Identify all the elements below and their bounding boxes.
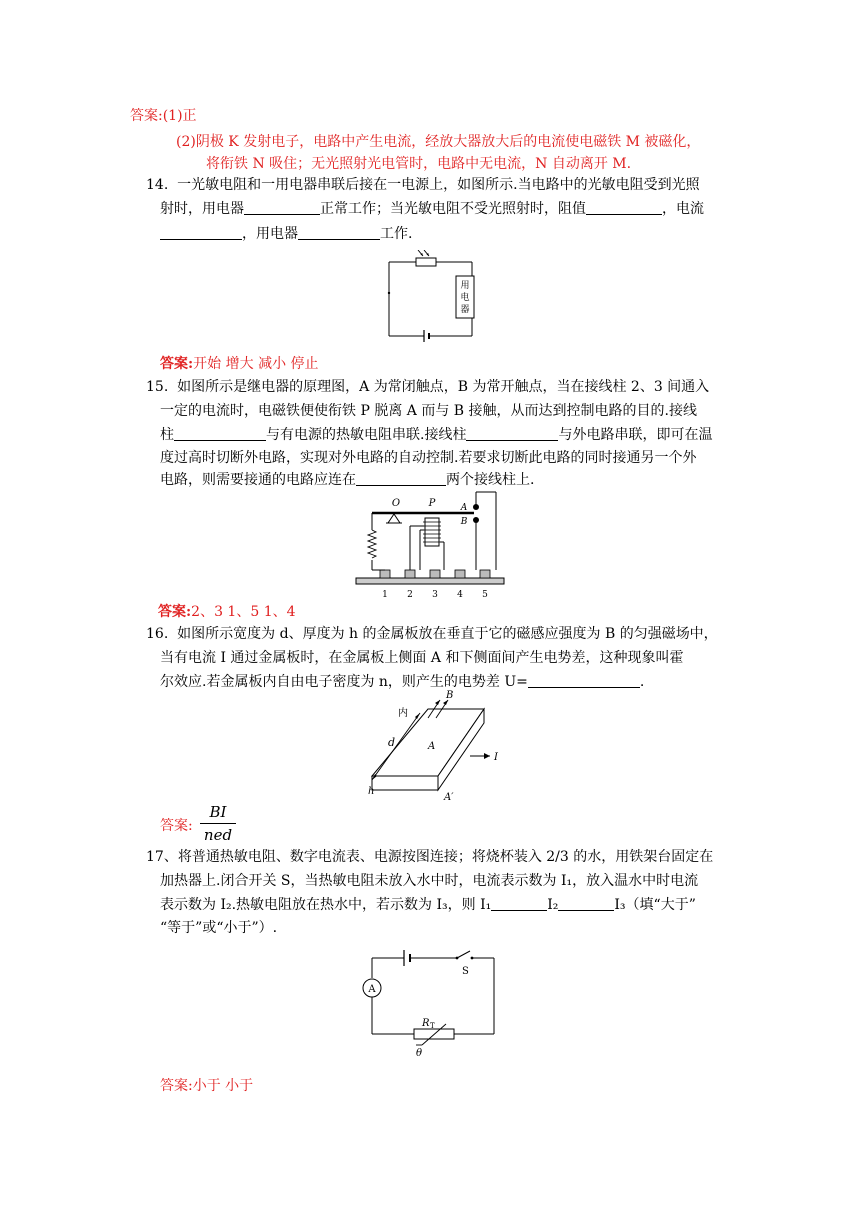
- q17-text-3b: I₂: [547, 897, 559, 913]
- q16-line3: [160, 672, 644, 692]
- q14-text-1: 一光敏电阻和一用电器串联后接在一电源上，如图所示.当电路中的光敏电阻受到光照: [177, 177, 700, 193]
- q13-answer-part2-line1: (2)阴极 K 发射电子，电路中产生电流，经放大器放大后的电流使电磁铁 M 被磁化，: [176, 134, 701, 150]
- q17-text-1: 将普通热敏电阻、数字电流表、电源按图连接；将烧杯装入 2/3 的水，用铁架台固定在: [177, 849, 714, 865]
- q17-circuit-diagram: [356, 946, 498, 1058]
- photoresistor-icon: [416, 258, 436, 266]
- q14-number: 14.: [146, 177, 169, 193]
- q15-relay-diagram: [352, 486, 510, 604]
- q14-text-2a: 射时，用电器: [160, 201, 244, 217]
- q15-text-3a: 柱: [160, 427, 174, 443]
- appliance-label-char1: 用: [460, 281, 470, 291]
- q15-line1: [146, 377, 709, 397]
- q16-blank-1[interactable]: [528, 673, 640, 688]
- label-d: d: [388, 736, 396, 749]
- q15-line3: [160, 425, 712, 445]
- pivot-icon: [388, 514, 400, 523]
- q17-text-3a: 表示数为 I₂.热敏电阻放在热水中，若示数为 I₃，则 I₁: [160, 897, 492, 913]
- q14-answer-text: 开始 增大 减小 停止: [193, 356, 319, 372]
- q16-answer-label: 答案:: [160, 818, 193, 834]
- q13-answer-part2-line2: 将衔铁 N 吸住；无光照射光电管时，电路中无电流，N 自动离开 M.: [206, 156, 632, 172]
- q16-hall-plate-diagram: [362, 690, 512, 802]
- q17-line3: [160, 895, 696, 915]
- q17-line1: [146, 847, 713, 867]
- relay-terminals: [380, 570, 490, 578]
- label-B: B: [446, 690, 454, 701]
- q15-blank-1[interactable]: [174, 426, 266, 441]
- q16-line1: [146, 624, 718, 644]
- q15-blank-2[interactable]: [466, 426, 558, 441]
- q15-text-5b: 两个接线柱上.: [446, 472, 535, 488]
- terminal-label-4: 4: [457, 590, 463, 600]
- q15-text-5a: 电路，则需要接通的电路应连在: [160, 472, 356, 488]
- q14-text-2c: ，电流: [662, 201, 704, 217]
- q15-text-1: 如图所示是继电器的原理图，A 为常闭触点，B 为常开触点，当在接线柱 2、3 间通入: [177, 379, 710, 395]
- q13-answer-label: 答案:: [130, 108, 163, 124]
- label-theta: θ: [416, 1048, 423, 1058]
- q17-line2: 加热器上.闭合开关 S，当热敏电阻未放入水中时，电流表示数为 I₁，放入温水中时电流: [160, 873, 699, 889]
- terminal-label-2: 2: [407, 590, 413, 600]
- q14-blank-4[interactable]: [298, 225, 380, 240]
- relay-base: [356, 578, 504, 584]
- q14-blank-3[interactable]: [160, 225, 242, 240]
- q15-text-3c: 与外电路串联，即可在温: [558, 427, 713, 443]
- q17-answer-text: 小于 小于: [192, 1078, 254, 1094]
- q15-blank-3[interactable]: [356, 471, 446, 486]
- q14-line1: [146, 175, 700, 195]
- terminal-label-3: 3: [432, 590, 438, 600]
- q16-number: 16.: [146, 626, 169, 642]
- ammeter-label: A: [368, 984, 376, 995]
- q15-line2: 一定的电流时，电磁铁便使衔铁 P 脱离 A 而与 B 接触，从而达到控制电路的目的.接线: [160, 403, 697, 419]
- q17-text-3c: I₃（填“大于”: [614, 897, 696, 913]
- label-I: I: [494, 752, 498, 763]
- terminal-label-1: 1: [382, 590, 388, 600]
- q15-answer-text: 2、3 1、5 1、4: [191, 604, 296, 620]
- switch-icon: [457, 951, 470, 958]
- appliance-label-char2: 电: [460, 293, 470, 303]
- q14-blank-1[interactable]: [244, 200, 320, 215]
- label-inner: 内: [398, 708, 408, 719]
- q13-answer-part1: (1)正: [162, 108, 197, 124]
- q15-answer: [158, 602, 296, 622]
- q16-text-1: 如图所示宽度为 d、厚度为 h 的金属板放在垂直于它的磁感应强度为 B 的匀强磁场中，: [177, 626, 718, 642]
- appliance-label-char3: 器: [460, 305, 470, 315]
- q14-text-3b: ，用电器: [242, 226, 298, 242]
- q17-blank-1[interactable]: [491, 896, 547, 911]
- q15-line4: 度过高时切断外电路，实现对外电路的自动控制.若要求切断此电路的同时接通另一个外: [160, 450, 697, 466]
- q14-answer: [160, 354, 319, 374]
- q17-answer-label: 答案:: [160, 1078, 193, 1094]
- q17-blank-2[interactable]: [558, 896, 614, 911]
- label-A: A: [460, 503, 468, 513]
- q14-line2: [160, 199, 704, 219]
- q16-text-3a: 尔效应.若金属板内自由电子密度为 n，则产生的电势差 U=: [160, 674, 528, 690]
- label-h: h: [368, 786, 375, 797]
- terminal-label-5: 5: [482, 590, 488, 600]
- fraction-numerator: BI: [209, 803, 227, 821]
- q14-circuit-diagram: [380, 250, 480, 346]
- q17-line4: “等于”或“小于”）.: [160, 920, 278, 936]
- q14-text-2b: 正常工作；当光敏电阻不受光照射时，阻值: [320, 201, 586, 217]
- q16-line2: 当有电流 I 通过金属板时，在金属板上侧面 A 和下侧面间产生电势差，这种现象叫霍: [160, 650, 684, 666]
- q15-answer-label: 答案:: [158, 604, 192, 620]
- label-R-subscript: T: [430, 1022, 435, 1030]
- q13-answer-line1: [130, 106, 197, 126]
- q17-number: 17、: [146, 849, 178, 865]
- plate-front-face: [372, 776, 438, 790]
- q15-number: 15.: [146, 379, 169, 395]
- label-O: O: [391, 498, 401, 509]
- q14-line3: [160, 224, 412, 244]
- q14-answer-label: 答案:: [160, 356, 194, 372]
- q16-text-3b: .: [639, 674, 645, 690]
- fraction-bar: [200, 823, 236, 824]
- q16-answer-fraction: [200, 802, 236, 845]
- q14-blank-2[interactable]: [586, 200, 662, 215]
- label-P: P: [428, 498, 436, 509]
- q15-text-3b: 与有电源的热敏电阻串联.接线柱: [266, 427, 467, 443]
- spring-icon: [368, 530, 376, 558]
- label-A: A: [428, 741, 436, 752]
- fraction-denominator: ned: [203, 826, 233, 844]
- label-S: S: [462, 966, 469, 977]
- q17-answer: [160, 1076, 253, 1096]
- label-A-prime: A′: [444, 792, 454, 802]
- label-R: R: [422, 1018, 430, 1029]
- label-B: B: [460, 517, 468, 527]
- q14-text-3c: 工作.: [380, 226, 413, 242]
